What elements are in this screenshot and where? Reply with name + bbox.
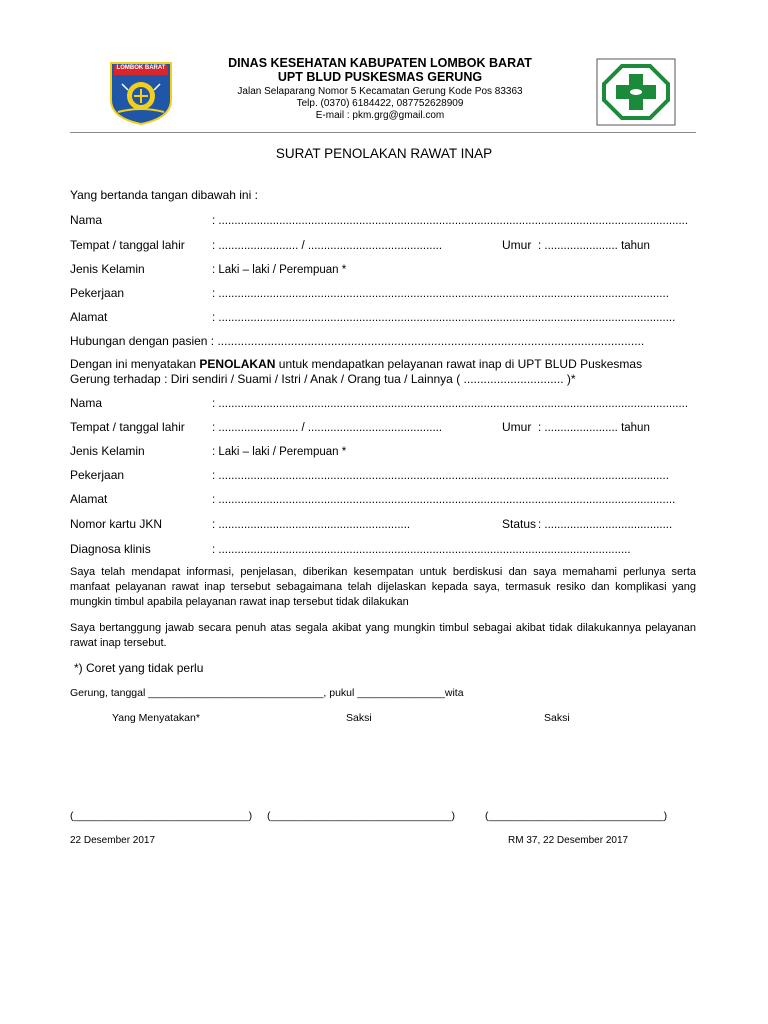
s2-diagnosa-field[interactable]: : ................................................................................................................................. bbox=[212, 544, 631, 556]
s2-alamat-label: Alamat bbox=[70, 492, 108, 506]
statement-refusal-word: PENOLAKAN bbox=[199, 357, 276, 371]
header-email: E-mail : pkm.grg@gmail.com bbox=[315, 110, 445, 121]
s2-nama-field[interactable]: : ................................................................................................................................................... bbox=[212, 398, 689, 410]
date-time-line[interactable]: Gerung, tanggal ______________________________, pukul _______________wita bbox=[70, 687, 464, 699]
header-divider bbox=[70, 132, 696, 133]
s2-alamat-field[interactable]: : ............................................................................................................................................... bbox=[212, 494, 676, 506]
s1-pekerjaan-field[interactable]: : ............................................................................................................................................. bbox=[212, 288, 669, 300]
s1-alamat-field[interactable]: : ............................................................................................................................................... bbox=[212, 312, 676, 324]
witness1-signature-line[interactable]: (_______________________________) bbox=[267, 810, 456, 822]
witness2-signature-line[interactable]: (______________________________) bbox=[485, 810, 668, 822]
s1-pekerjaan-label: Pekerjaan bbox=[70, 286, 125, 300]
s2-jk-field[interactable]: : Laki – laki / Perempuan * bbox=[212, 446, 347, 458]
signer-label: Yang Menyatakan* bbox=[112, 712, 200, 724]
s2-umur-field[interactable]: : ....................... tahun bbox=[538, 422, 650, 434]
header-unit: UPT BLUD PUSKESMAS GERUNG bbox=[277, 70, 483, 84]
s2-pekerjaan-field[interactable]: : ............................................................................................................................................. bbox=[212, 470, 669, 482]
footer-date: 22 Desember 2017 bbox=[70, 835, 156, 846]
footer-form-code: RM 37, 22 Desember 2017 bbox=[508, 835, 629, 846]
s1-hubungan-field[interactable]: Hubungan dengan pasien : ................................................................................................................................ bbox=[70, 334, 645, 348]
s2-nama-label: Nama bbox=[70, 396, 103, 410]
responsibility-paragraph: Saya bertanggung jawab secara penuh atas segala akibat yang mungkin timbul sebagai akibat tidak dilakukannya pelayanan rawat inap tersebut. bbox=[70, 622, 696, 649]
s2-pekerjaan-label: Pekerjaan bbox=[70, 468, 125, 482]
s2-ttl-label: Tempat / tanggal lahir bbox=[70, 420, 185, 434]
s1-umur-field[interactable]: : ....................... tahun bbox=[538, 240, 650, 252]
strike-note: *) Coret yang tidak perlu bbox=[74, 661, 204, 675]
s1-alamat-label: Alamat bbox=[70, 310, 108, 324]
s2-jk-label: Jenis Kelamin bbox=[70, 444, 145, 458]
s2-jkn-label: Nomor kartu JKN bbox=[70, 517, 163, 531]
document-title: SURAT PENOLAKAN RAWAT INAP bbox=[275, 146, 493, 161]
s2-ttl-field[interactable]: : ......................... / .......................................... bbox=[212, 422, 443, 434]
refusal-statement bbox=[70, 357, 696, 372]
consent-paragraph: Saya telah mendapat informasi, penjelasan, diberikan kesempatan untuk berdiskusi dan saya memahami perlunya serta manfaat pelayanan rawat inap tersebut sebagaimana telah dijelaskan kepada saya, termasuk resiko dan komplikasi yang mungkin timbul apabila pelayanan rawat inap tersebut tidak dilakukan bbox=[70, 566, 696, 608]
witness2-label: Saksi bbox=[544, 712, 570, 724]
header-address: Jalan Selaparang Nomor 5 Kecamatan Gerung Kode Pos 83363 bbox=[237, 86, 523, 97]
header-agency: DINAS KESEHATAN KABUPATEN LOMBOK BARAT bbox=[228, 56, 532, 70]
s2-jkn-field[interactable]: : ............................................................ bbox=[212, 519, 411, 531]
s2-umur-label: Umur bbox=[502, 420, 532, 434]
intro-text: Yang bertanda tangan dibawah ini : bbox=[70, 188, 258, 202]
signer-signature-line[interactable]: (______________________________) bbox=[70, 810, 253, 822]
s1-nama-label: Nama bbox=[70, 213, 103, 227]
s1-ttl-field[interactable]: : ......................... / .......................................... bbox=[212, 240, 443, 252]
s1-umur-label: Umur bbox=[502, 238, 532, 252]
statement-suffix: untuk mendapatkan pelayanan rawat inap di UPT BLUD Puskesmas bbox=[275, 357, 643, 371]
s2-status-label: Status bbox=[502, 517, 537, 531]
s1-ttl-label: Tempat / tanggal lahir bbox=[70, 238, 185, 252]
s1-jk-label: Jenis Kelamin bbox=[70, 262, 145, 276]
puskesmas-cross-logo bbox=[596, 58, 676, 126]
statement-prefix: Dengan ini menyatakan bbox=[70, 357, 200, 371]
s2-status-field[interactable]: : ........................................ bbox=[538, 519, 673, 531]
header-phone: Telp. (0370) 6184422, 087752628909 bbox=[296, 98, 464, 109]
logo-caption: LOMBOK BARAT bbox=[116, 65, 166, 71]
s2-diagnosa-label: Diagnosa klinis bbox=[70, 542, 151, 556]
statement-relation-line[interactable]: Gerung terhadap : Diri sendiri / Suami / Istri / Anak / Orang tua / Lainnya ( .............................. )* bbox=[70, 372, 576, 386]
s1-jk-field[interactable]: : Laki – laki / Perempuan * bbox=[212, 264, 347, 276]
s1-nama-field[interactable]: : ................................................................................................................................................... bbox=[212, 215, 689, 227]
witness1-label: Saksi bbox=[346, 712, 372, 724]
